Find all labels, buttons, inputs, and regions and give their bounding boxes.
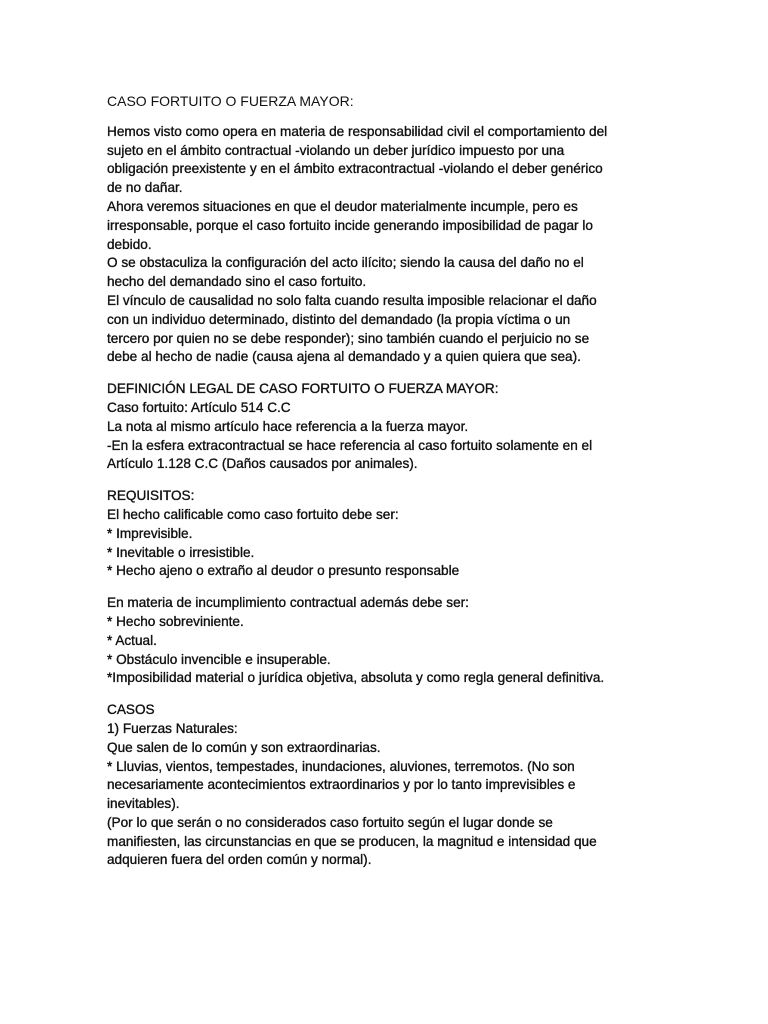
text-line: El vínculo de causalidad no solo falta cuando resulta imposible relacionar el daño — [107, 292, 597, 308]
section-heading: REQUISITOS: — [107, 488, 195, 504]
text-line: con un individuo determinado, distinto del demandado (la propia víctima o un — [107, 311, 571, 327]
list-item: * Obstáculo invencible e insuperable. — [107, 651, 331, 667]
text-line: (Por lo que serán o no considerados caso fortuito según el lugar donde se — [107, 814, 553, 830]
text-line: Caso fortuito: Artículo 514 C.C — [107, 399, 291, 415]
list-item: * Hecho ajeno o extraño al deudor o presunto responsable — [107, 563, 460, 579]
text-line: debe al hecho de nadie (causa ajena al demandado y a quien quiera que sea). — [107, 349, 581, 365]
list-item: * Actual. — [107, 632, 157, 648]
text-line: El hecho calificable como caso fortuito debe ser: — [107, 506, 399, 522]
text-line: manifiesten, las circunstancias en que se producen, la magnitud e intensidad que — [107, 833, 597, 849]
document-title: CASO FORTUITO O FUERZA MAYOR: — [107, 93, 354, 109]
text-line: debido. — [107, 236, 152, 252]
intro-paragraph — [107, 123, 667, 367]
text-line: Ahora veremos situaciones en que el deudor materialmente incumple, pero es — [107, 198, 578, 214]
text-line: hecho del demandado sino el caso fortuito. — [107, 274, 367, 290]
text-line: tercero por quien no se debe responder); sino también cuando el perjuicio no se — [107, 330, 590, 346]
text-line: irresponsable, porque el caso fortuito incide generando imposibilidad de pagar lo — [107, 217, 593, 233]
document-page — [107, 92, 667, 883]
text-line: sujeto en el ámbito contractual -violando un deber jurídico impuesto por una — [107, 142, 565, 158]
text-line: En materia de incumplimiento contractual además debe ser: — [107, 595, 469, 611]
list-item: * Inevitable o irresistible. — [107, 544, 255, 560]
definicion-section — [107, 380, 667, 474]
contractual-section — [107, 594, 667, 688]
text-line: adquieren fuera del orden común y normal). — [107, 852, 372, 868]
text-line: Que salen de lo común y son extraordinarias. — [107, 739, 381, 755]
text-line: -En la esfera extracontractual se hace referencia al caso fortuito solamente en el — [107, 437, 593, 453]
list-item: *Imposibilidad material o jurídica objetiva, absoluta y como regla general definitiva. — [107, 670, 605, 686]
list-item: * Lluvias, vientos, tempestades, inundaciones, aluviones, terremotos. (No son — [107, 758, 575, 774]
list-item: * Imprevisible. — [107, 525, 193, 541]
text-line: Artículo 1.128 C.C (Daños causados por animales). — [107, 456, 418, 472]
requisitos-section — [107, 487, 667, 581]
text-line: La nota al mismo artículo hace referencia a la fuerza mayor. — [107, 418, 469, 434]
list-item: * Hecho sobreviniente. — [107, 613, 244, 629]
text-line: obligación preexistente y en el ámbito extracontractual -violando el deber genérico — [107, 161, 603, 177]
text-line: de no dañar. — [107, 180, 183, 196]
section-heading: CASOS — [107, 702, 155, 718]
text-line: 1) Fuerzas Naturales: — [107, 720, 238, 736]
text-line: necesariamente acontecimientos extraordinarios y por lo tanto imprevisibles e — [107, 777, 576, 793]
section-heading: DEFINICIÓN LEGAL DE CASO FORTUITO O FUERZA MAYOR: — [107, 381, 499, 397]
text-line: O se obstaculiza la configuración del acto ilícito; siendo la causa del daño no el — [107, 255, 584, 271]
text-line: Hemos visto como opera en materia de responsabilidad civil el comportamiento del — [107, 123, 608, 139]
text-line: inevitables). — [107, 796, 180, 812]
casos-section — [107, 701, 667, 870]
